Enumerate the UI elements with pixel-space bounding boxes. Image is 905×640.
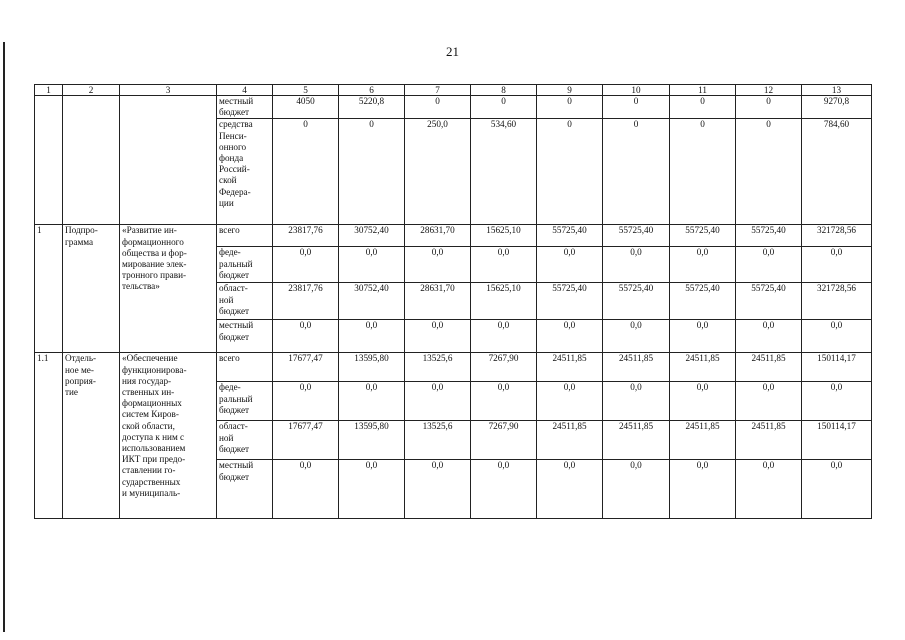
- value-cell: 0: [603, 119, 670, 225]
- value-cell: 0: [670, 96, 736, 119]
- value-cell: 0,0: [670, 247, 736, 283]
- program-name-cell: «Развитие ин- формационного общества и фор- мирование элек- тронного прави- тельства»: [120, 225, 217, 353]
- value-cell: 7267,90: [471, 421, 537, 460]
- value-cell: 55725,40: [736, 225, 802, 247]
- value-cell: 0: [736, 96, 802, 119]
- value-cell: 17677,47: [273, 421, 339, 460]
- value-cell: 0,0: [603, 247, 670, 283]
- funding-source-cell: феде- ральный бюджет: [217, 247, 273, 283]
- value-cell: 55725,40: [736, 283, 802, 320]
- value-cell: 0,0: [471, 382, 537, 421]
- value-cell: 55725,40: [537, 225, 603, 247]
- program-name-cell: «Обеспечение функционирова- ния государ- ственных ин- формационных систем Киров- ской области, доступа к ним с использованием ИКТ при предо- ставлении го- сударственных и муниципаль-: [120, 353, 217, 519]
- header-cell: 7: [405, 85, 471, 96]
- value-cell: 13525,6: [405, 353, 471, 382]
- value-cell: 534,60: [471, 119, 537, 225]
- value-cell: 0: [603, 96, 670, 119]
- header-cell: 13: [802, 85, 872, 96]
- value-cell: 0,0: [537, 382, 603, 421]
- funding-source-cell: местный бюджет: [217, 460, 273, 519]
- value-cell: 0,0: [405, 320, 471, 353]
- program-type-cell: Отдель- ное ме- роприя- тие: [63, 353, 120, 519]
- value-cell: 23817,76: [273, 283, 339, 320]
- table-row: [35, 353, 872, 382]
- value-cell: 13525,6: [405, 421, 471, 460]
- funding-source-cell: всего: [217, 225, 273, 247]
- value-cell: 0: [339, 119, 405, 225]
- value-cell: 0,0: [603, 382, 670, 421]
- value-cell: 0,0: [736, 382, 802, 421]
- value-cell: 0,0: [273, 460, 339, 519]
- row-number-cell: [35, 96, 63, 225]
- value-cell: 28631,70: [405, 225, 471, 247]
- header-cell: 9: [537, 85, 603, 96]
- value-cell: 784,60: [802, 119, 872, 225]
- value-cell: 0: [471, 96, 537, 119]
- value-cell: 250,0: [405, 119, 471, 225]
- value-cell: 0,0: [405, 460, 471, 519]
- value-cell: 24511,85: [603, 421, 670, 460]
- program-name-cell: [120, 96, 217, 225]
- value-cell: 0,0: [670, 382, 736, 421]
- value-cell: 0,0: [339, 460, 405, 519]
- left-edge-line: [3, 42, 5, 632]
- value-cell: 24511,85: [537, 421, 603, 460]
- value-cell: 0,0: [537, 320, 603, 353]
- page-number: 21: [446, 44, 459, 59]
- header-cell: 6: [339, 85, 405, 96]
- value-cell: 0,0: [471, 247, 537, 283]
- value-cell: 4050: [273, 96, 339, 119]
- funding-source-cell: феде- ральный бюджет: [217, 382, 273, 421]
- header-cell: 12: [736, 85, 802, 96]
- value-cell: 0: [273, 119, 339, 225]
- value-cell: 0,0: [471, 320, 537, 353]
- value-cell: 55725,40: [670, 283, 736, 320]
- value-cell: 0,0: [339, 320, 405, 353]
- value-cell: 0,0: [537, 247, 603, 283]
- value-cell: 0: [537, 119, 603, 225]
- value-cell: 24511,85: [670, 353, 736, 382]
- value-cell: 0,0: [802, 247, 872, 283]
- value-cell: 0: [405, 96, 471, 119]
- value-cell: 30752,40: [339, 283, 405, 320]
- funding-source-cell: средства Пенси- онного фонда Россий- ской Федера- ции: [217, 119, 273, 225]
- header-cell: 11: [670, 85, 736, 96]
- value-cell: 0,0: [802, 460, 872, 519]
- table-row: [35, 96, 872, 119]
- budget-table: [34, 84, 872, 519]
- value-cell: 15625,10: [471, 225, 537, 247]
- header-row: [35, 85, 872, 96]
- table-row: [35, 225, 872, 247]
- value-cell: 30752,40: [339, 225, 405, 247]
- value-cell: 0,0: [471, 460, 537, 519]
- value-cell: 0: [670, 119, 736, 225]
- funding-source-cell: всего: [217, 353, 273, 382]
- value-cell: 0,0: [405, 247, 471, 283]
- value-cell: 0,0: [802, 382, 872, 421]
- value-cell: 0,0: [603, 320, 670, 353]
- value-cell: 0,0: [339, 247, 405, 283]
- header-cell: 10: [603, 85, 670, 96]
- value-cell: 13595,80: [339, 353, 405, 382]
- value-cell: 150114,17: [802, 421, 872, 460]
- value-cell: 0,0: [603, 460, 670, 519]
- value-cell: 0,0: [736, 247, 802, 283]
- value-cell: 55725,40: [603, 283, 670, 320]
- value-cell: 0,0: [670, 460, 736, 519]
- value-cell: 24511,85: [537, 353, 603, 382]
- value-cell: 24511,85: [670, 421, 736, 460]
- value-cell: 0,0: [273, 320, 339, 353]
- value-cell: 13595,80: [339, 421, 405, 460]
- value-cell: 23817,76: [273, 225, 339, 247]
- value-cell: 9270,8: [802, 96, 872, 119]
- header-cell: 8: [471, 85, 537, 96]
- header-cell: 5: [273, 85, 339, 96]
- value-cell: 150114,17: [802, 353, 872, 382]
- funding-source-cell: област- ной бюджет: [217, 421, 273, 460]
- value-cell: 17677,47: [273, 353, 339, 382]
- value-cell: 5220,8: [339, 96, 405, 119]
- value-cell: 0,0: [273, 382, 339, 421]
- value-cell: 15625,10: [471, 283, 537, 320]
- value-cell: 321728,56: [802, 283, 872, 320]
- value-cell: 0,0: [537, 460, 603, 519]
- row-number-cell: 1: [35, 225, 63, 353]
- value-cell: 0,0: [670, 320, 736, 353]
- value-cell: 0: [736, 119, 802, 225]
- value-cell: 55725,40: [603, 225, 670, 247]
- program-type-cell: [63, 96, 120, 225]
- value-cell: 24511,85: [736, 353, 802, 382]
- value-cell: 0,0: [273, 247, 339, 283]
- row-number-cell: 1.1: [35, 353, 63, 519]
- value-cell: 28631,70: [405, 283, 471, 320]
- value-cell: 55725,40: [537, 283, 603, 320]
- value-cell: 0,0: [736, 460, 802, 519]
- value-cell: 24511,85: [736, 421, 802, 460]
- value-cell: 0,0: [405, 382, 471, 421]
- value-cell: 0,0: [802, 320, 872, 353]
- budget-table-body: [35, 85, 872, 519]
- value-cell: 55725,40: [670, 225, 736, 247]
- value-cell: 0,0: [339, 382, 405, 421]
- header-cell: 3: [120, 85, 217, 96]
- program-type-cell: Подпро- грамма: [63, 225, 120, 353]
- funding-source-cell: местный бюджет: [217, 96, 273, 119]
- header-cell: 2: [63, 85, 120, 96]
- value-cell: 321728,56: [802, 225, 872, 247]
- value-cell: 0: [537, 96, 603, 119]
- header-cell: 1: [35, 85, 63, 96]
- value-cell: 24511,85: [603, 353, 670, 382]
- header-cell: 4: [217, 85, 273, 96]
- funding-source-cell: област- ной бюджет: [217, 283, 273, 320]
- value-cell: 0,0: [736, 320, 802, 353]
- funding-source-cell: местный бюджет: [217, 320, 273, 353]
- value-cell: 7267,90: [471, 353, 537, 382]
